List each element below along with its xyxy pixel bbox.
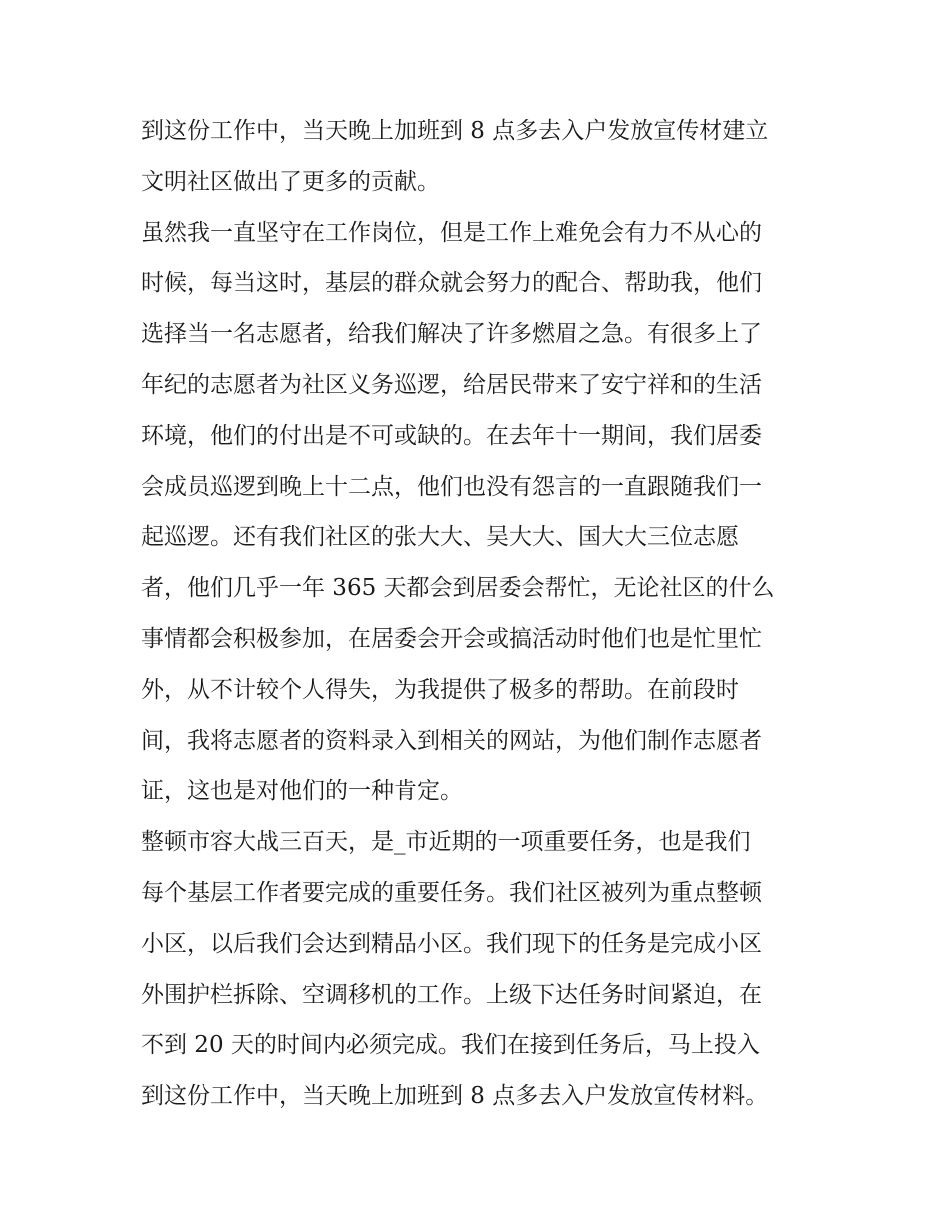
text-line: 整顿市容大战三百天，是_市近期的一项重要任务，也是我们 [141,829,751,856]
text-line: 小区，以后我们会达到精品小区。我们现下的任务是完成小区 [141,930,762,957]
text-line: 外围护栏拆除、空调移机的工作。上级下达任务时间紧迫，在 [141,981,762,1008]
text-line: 时候，每当这时，基层的群众就会努力的配合、帮助我，他们 [141,270,762,297]
text-line: 年纪的志愿者为社区义务巡逻，给居民带来了安宁祥和的生活 [141,371,762,398]
text-line: 证，这也是对他们的一种肯定。 [141,778,463,805]
text-line: 起巡逻。还有我们社区的张大大、吴大大、国大大三位志愿 [141,524,739,551]
text-line: 事情都会积极参加，在居委会开会或搞活动时他们也是忙里忙 [141,625,762,652]
text-line: 文明社区做出了更多的贡献。 [141,168,440,195]
text-line: 到这份工作中，当天晚上加班到 8 点多去入户发放宣传材建立 [141,118,769,144]
text-line: 环境，他们的付出是不可或缺的。在去年十一期间，我们居委 [141,422,762,449]
text-line: 虽然我一直坚守在工作岗位，但是工作上难免会有力不从心的 [141,219,762,246]
text-line: 会成员巡逻到晚上十二点，他们也没有怨言的一直跟随我们一 [141,473,762,500]
text-line: 每个基层工作者要完成的重要任务。我们社区被列为重点整顿 [141,879,762,906]
text-line: 选择当一名志愿者，给我们解决了许多燃眉之急。有很多上了 [141,321,762,348]
text-line: 间，我将志愿者的资料录入到相关的网站，为他们制作志愿者 [141,727,762,754]
document-body [141,106,821,1122]
text-line: 到这份工作中，当天晚上加班到 8 点多去入户发放宣传材料。 [141,1083,769,1110]
text-line: 外，从不计较个人得失，为我提供了极多的帮助。在前段时 [141,676,739,703]
text-line: 不到 20 天的时间内必须完成。我们在接到任务后，马上投入 [141,1032,760,1059]
text-line: 者，他们几乎一年 365 天都会到居委会帮忙，无论社区的什么 [141,575,775,602]
